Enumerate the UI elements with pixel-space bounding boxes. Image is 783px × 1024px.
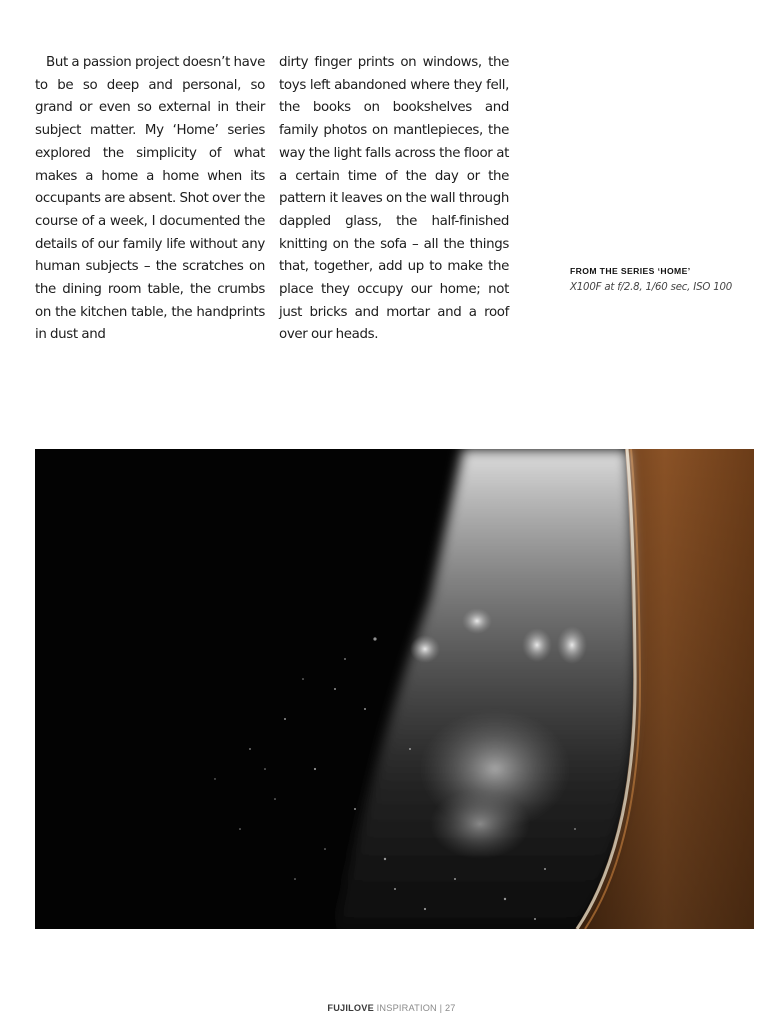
handprint-on-table-photo — [35, 449, 754, 929]
photo-illustration — [35, 449, 754, 929]
article-paragraph-2: dirty finger prints on windows, the toys left abandoned where they fell, the books on bookshelves and family photos on mantlepieces, the way the light falls across the floor at a certain time of the day or the pattern it leaves on the wall through dappled glass, the half-finished knitting on the sofa – all the things that, together, add up to make the place they occupy our home; not just bricks and mortar and a roof over our heads. — [279, 55, 509, 343]
article-column-1 — [35, 52, 265, 347]
page-footer — [0, 1003, 783, 1013]
caption-title: FROM THE SERIES ‘HOME’ — [570, 266, 691, 276]
article-paragraph-1: But a passion project doesn’t have to be so deep and personal, so grand or even so external in their subject matter. My ‘Home’ series explored the simplicity of what makes a home a home when its occupants are absent. Shot over the course of a week, I documented the details of our family life without any human subjects – the scratches on the dining room table, the crumbs on the kitchen table, the handprints in dust and — [35, 55, 265, 343]
caption-exif: X100F at f/2.8, 1/60 sec, ISO 100 — [570, 282, 733, 293]
footer-section-page: INSPIRATION | 27 — [373, 1003, 456, 1013]
article-column-2 — [279, 52, 509, 347]
footer-brand: FUJILOVE — [327, 1003, 374, 1013]
photo-caption — [570, 265, 770, 296]
